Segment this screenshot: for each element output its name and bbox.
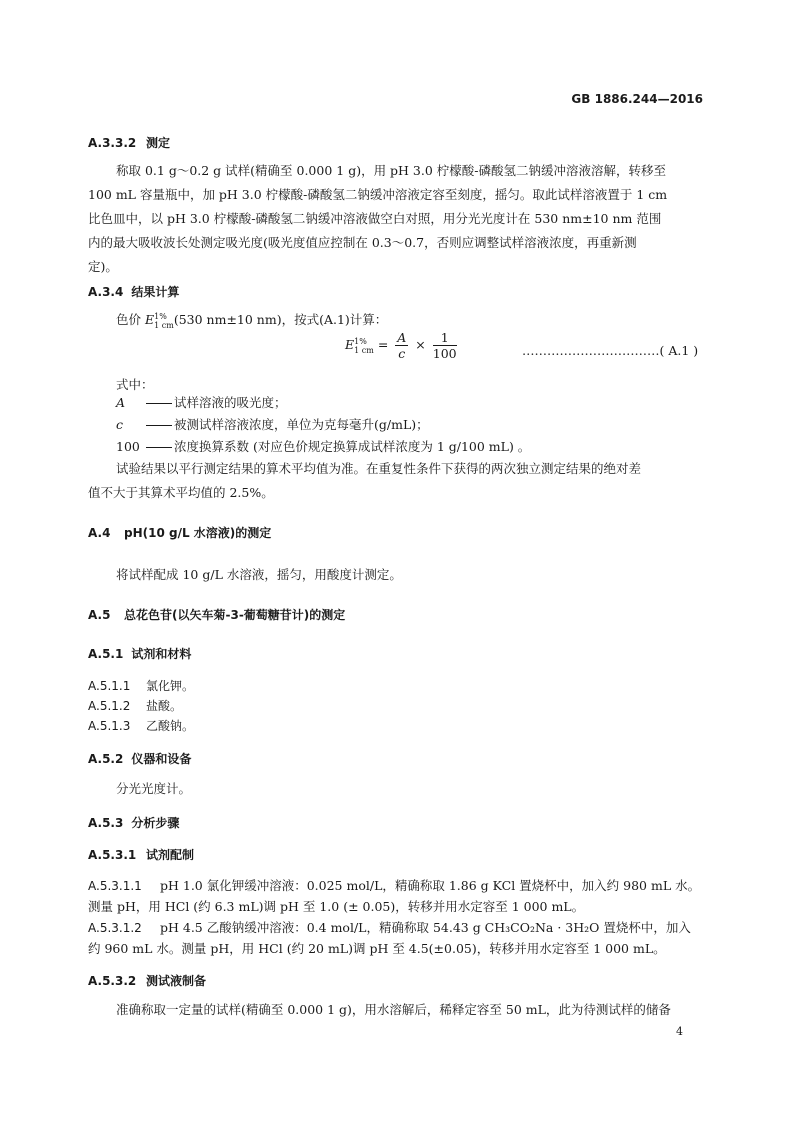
item-text: 乙酸钠。 xyxy=(146,719,195,733)
intro-symbol: E xyxy=(145,312,155,327)
section-number: A.5.2 xyxy=(88,752,124,766)
item-number: A.5.3.1.1 xyxy=(88,879,142,893)
formula-sub: 1 cm xyxy=(354,345,374,355)
standard-code: GB 1886.244—2016 xyxy=(571,92,703,106)
section-title: 结果计算 xyxy=(131,285,180,299)
item-number: A.5.1.3 xyxy=(88,719,131,733)
variable-description: 试样溶液的吸光度； xyxy=(174,395,287,410)
section-heading-a532 xyxy=(88,972,206,989)
section-title: pH(10 g/L 水溶液)的测定 xyxy=(124,526,272,540)
variable-definition xyxy=(116,393,287,411)
dash xyxy=(146,425,172,426)
denominator: 100 xyxy=(432,346,457,361)
list-item xyxy=(88,697,182,714)
paragraph-line: 测量 pH，用 HCl (约 6.3 mL)调 pH 至 1.0 (± 0.05)，转移并用水定容至 1 000 mL。 xyxy=(88,899,585,914)
section-title: 试剂和材料 xyxy=(131,647,192,661)
section-number: A.4 xyxy=(88,526,111,540)
list-item xyxy=(88,717,194,734)
section-heading-a52 xyxy=(88,750,191,767)
item-text: 氯化钾。 xyxy=(146,679,195,693)
section-number: A.3.3.2 xyxy=(88,136,137,150)
item-number: A.5.1.2 xyxy=(88,699,131,713)
formula-sup: 1% xyxy=(354,336,367,346)
fraction-a-over-c xyxy=(395,330,408,361)
section-number: A.5.3.1 xyxy=(88,848,137,862)
paragraph-line: 将试样配成 10 g/L 水溶液，摇匀，用酸度计测定。 xyxy=(116,567,402,582)
fraction-1-over-100 xyxy=(433,330,457,361)
formula-equals: = xyxy=(377,337,389,352)
intro-suffix: (530 nm±10 nm)，按式(A.1)计算： xyxy=(173,312,388,327)
paragraph-line xyxy=(88,876,700,894)
section-number: A.5.3.2 xyxy=(88,974,137,988)
section-title: 测试液制备 xyxy=(146,974,207,988)
section-title: 总花色苷(以矢车菊-3-葡萄糖苷计)的测定 xyxy=(124,608,346,622)
paragraph-line: 分光光度计。 xyxy=(116,781,192,796)
variable-definition xyxy=(116,415,429,433)
section-heading-a531 xyxy=(88,846,194,863)
paragraph-line: 值不大于其算术平均值的 2.5%。 xyxy=(88,485,274,500)
formula-lhs: E xyxy=(345,337,355,352)
section-heading-a51 xyxy=(88,645,191,662)
section-heading-a332 xyxy=(88,134,170,151)
section-number: A.5.1 xyxy=(88,647,124,661)
where-label: 式中： xyxy=(116,377,154,392)
formula-intro xyxy=(116,310,387,330)
numerator: 1 xyxy=(433,330,457,346)
intro-sub: 1 cm xyxy=(154,320,174,330)
formula xyxy=(345,330,460,361)
paragraph-line: 100 mL 容量瓶中，加 pH 3.0 柠檬酸-磷酸氢二钠缓冲溶液定容至刻度，摇匀。取此试样溶液置于 1 cm xyxy=(88,187,668,202)
section-number: A.5 xyxy=(88,608,111,622)
intro-prefix: 色价 xyxy=(116,312,142,327)
dash xyxy=(146,403,172,404)
item-number: A.5.3.1.2 xyxy=(88,921,142,935)
paragraph-line: 准确称取一定量的试样(精确至 0.000 1 g)，用水溶解后，稀释定容至 50 mL，此为待测试样的储备 xyxy=(116,1002,671,1017)
variable-description: 被测试样溶液浓度，单位为克每毫升(g/mL)； xyxy=(174,417,429,432)
variable-symbol: 100 xyxy=(116,439,140,454)
item-text: pH 1.0 氯化钾缓冲溶液：0.025 mol/L，精确称取 1.86 g KCl 置烧杯中，加入约 980 mL 水。 xyxy=(160,878,701,893)
section-title: 仪器和设备 xyxy=(131,752,192,766)
item-number: A.5.1.1 xyxy=(88,679,131,693)
equation-label: ……………………………( A.1 ) xyxy=(522,343,699,358)
section-heading-a53 xyxy=(88,814,179,831)
paragraph-line: 约 960 mL 水。测量 pH，用 HCl (约 20 mL)调 pH 至 4.5(±0.05)，转移并用水定容至 1 000 mL。 xyxy=(88,941,666,956)
section-number: A.3.4 xyxy=(88,285,124,299)
section-heading-a5 xyxy=(88,606,345,623)
item-text: 盐酸。 xyxy=(146,699,183,713)
paragraph-line: 称取 0.1 g～0.2 g 试样(精确至 0.000 1 g)，用 pH 3.0 柠檬酸-磷酸氢二钠缓冲溶液溶解，转移至 xyxy=(116,163,666,178)
section-heading-a334 xyxy=(88,283,179,300)
section-title: 测定 xyxy=(146,136,171,150)
paragraph-line: 内的最大吸收波长处测定吸光度(吸光度值应控制在 0.3～0.7，否则应调整试样溶液浓度，再重新测 xyxy=(88,235,637,250)
variable-symbol: c xyxy=(116,417,124,432)
section-heading-a4 xyxy=(88,524,271,541)
variable-definition xyxy=(116,437,530,455)
denominator: c xyxy=(398,346,406,361)
paragraph-line: 试验结果以平行测定结果的算术平均值为准。在重复性条件下获得的两次独立测定结果的绝对差 xyxy=(116,461,642,476)
formula-times: × xyxy=(415,337,426,352)
numerator: A xyxy=(397,330,407,345)
paragraph-line: 定)。 xyxy=(88,259,118,274)
paragraph-line xyxy=(88,918,691,936)
page-number: 4 xyxy=(676,1025,683,1038)
item-text: pH 4.5 乙酸钠缓冲溶液：0.4 mol/L，精确称取 54.43 g CH₃CO₂Na · 3H₂O 置烧杯中，加入 xyxy=(160,920,691,935)
variable-description: 浓度换算系数 (对应色价规定换算成试样浓度为 1 g/100 mL) 。 xyxy=(174,439,531,454)
paragraph-line: 比色皿中，以 pH 3.0 柠檬酸-磷酸氢二钠缓冲溶液做空白对照，用分光光度计在 530 nm±10 nm 范围 xyxy=(88,211,662,226)
section-title: 试剂配制 xyxy=(146,848,195,862)
intro-sup: 1% xyxy=(154,311,167,321)
section-number: A.5.3 xyxy=(88,816,124,830)
section-title: 分析步骤 xyxy=(131,816,180,830)
list-item xyxy=(88,677,194,694)
dash xyxy=(146,447,172,448)
variable-symbol: A xyxy=(116,395,126,410)
